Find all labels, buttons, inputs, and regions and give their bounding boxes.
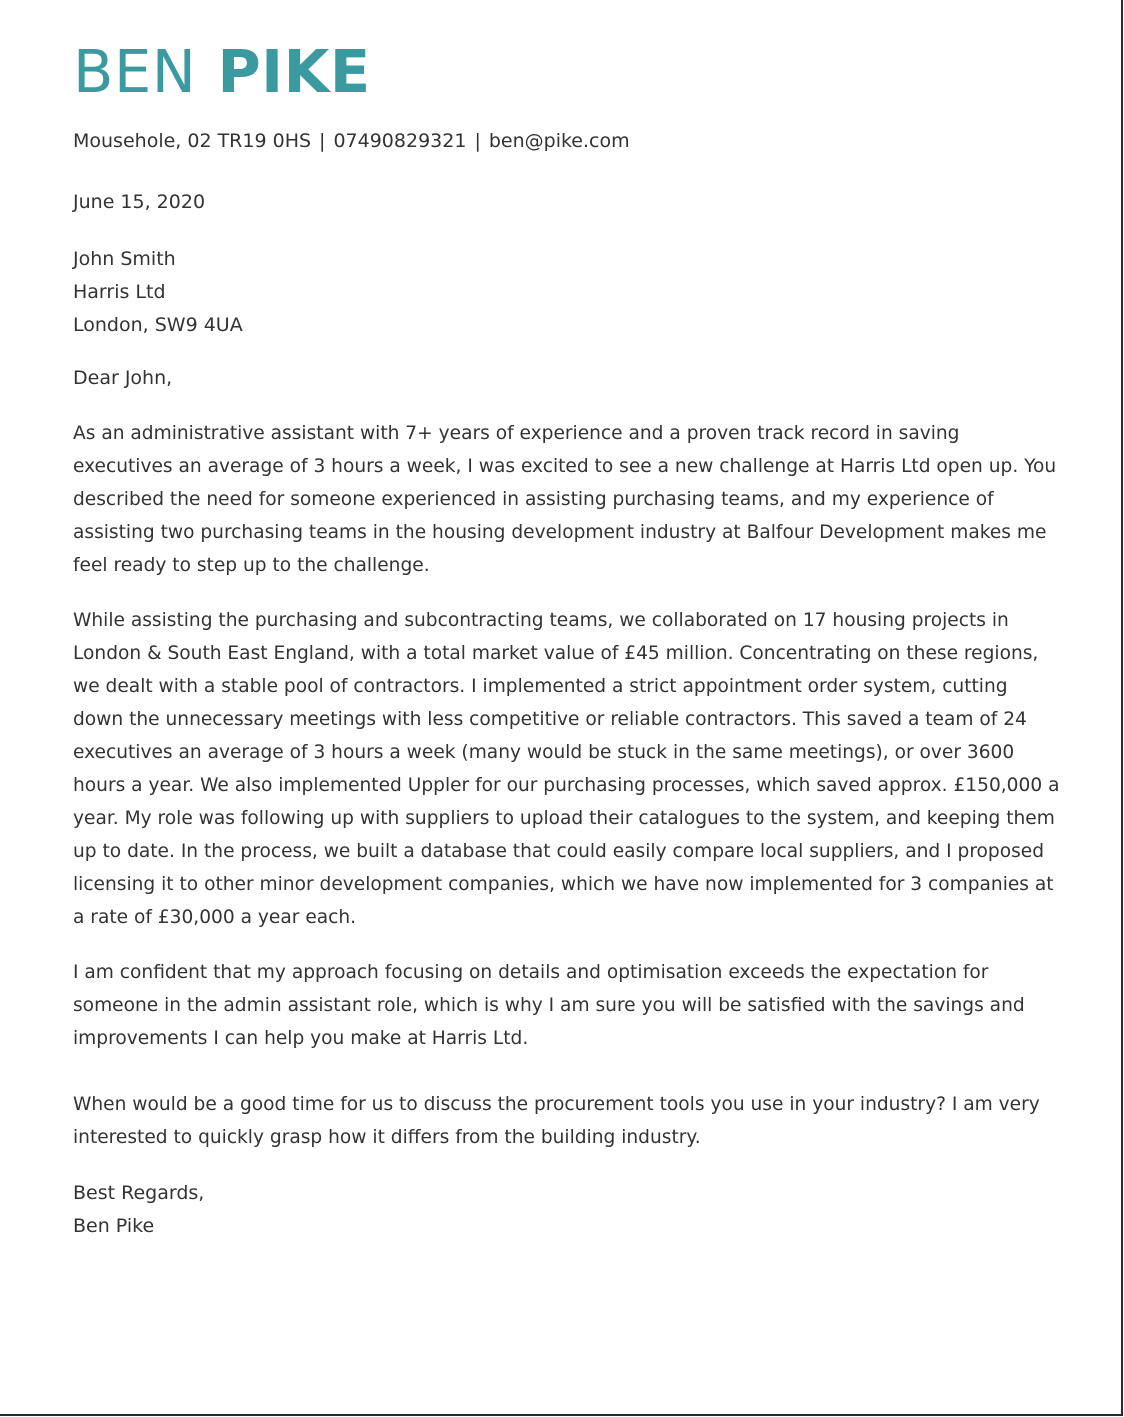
first-name: BEN: [73, 37, 197, 106]
address: Mousehole, 02 TR19 0HS: [73, 130, 312, 152]
signoff-block: [73, 1177, 204, 1243]
letter-date: June 15, 2020: [73, 191, 206, 213]
phone: 07490829321: [333, 130, 467, 152]
recipient-address: London, SW9 4UA: [73, 314, 243, 336]
applicant-name: [73, 36, 371, 108]
separator: |: [474, 130, 481, 152]
recipient-block: [73, 243, 243, 342]
signature: Ben Pike: [73, 1215, 155, 1237]
recipient-company: Harris Ltd: [73, 281, 166, 303]
separator: |: [319, 130, 326, 152]
body-paragraph: While assisting the purchasing and subcontracting teams, we collaborated on 17 housing projects in London & South East England, with a total market value of £45 million. Concentrating on these regions, we dealt with a stable pool of contractors. I implemented a strict appointment order system, cutting down the unnecessary meetings with less competitive or reliable contractors. This saved a team of 24 executives an average of 3 hours a week (many would be stuck in the same meetings), or over 3600 hours a year. We also implemented Uppler for our purchasing processes, which saved approx. £150,000 a year. My role was following up with suppliers to upload their catalogues to the system, and keeping them up to date. In the process, we built a database that could easily compare local suppliers, and I proposed licensing it to other minor development companies, which we have now implemented for 3 companies at a rate of £30,000 a year each.: [73, 610, 1060, 928]
email: ben@pike.com: [488, 130, 630, 152]
last-name: PIKE: [217, 37, 371, 106]
closing: Best Regards,: [73, 1182, 205, 1204]
body-paragraph: I am confident that my approach focusing on details and optimisation exceeds the expectation for someone in the admin assistant role, which is why I am sure you will be satisfied with the savings and improvements I can help you make at Harris Ltd.: [73, 962, 1025, 1049]
recipient-name: John Smith: [73, 248, 176, 270]
body-paragraph: When would be a good time for us to discuss the procurement tools you use in your industry? I am very interested to quickly grasp how it differs from the building industry.: [73, 1094, 1040, 1148]
contact-line: [73, 128, 630, 154]
salutation: Dear John,: [73, 367, 173, 389]
body-paragraph: As an administrative assistant with 7+ years of experience and a proven track record in saving executives an average of 3 hours a week, I was excited to see a new challenge at Harris Ltd open up. You described the need for someone experienced in assisting purchasing teams, and my experience of assisting two purchasing teams in the housing development industry at Balfour Development makes me feel ready to step up to the challenge.: [73, 423, 1057, 576]
